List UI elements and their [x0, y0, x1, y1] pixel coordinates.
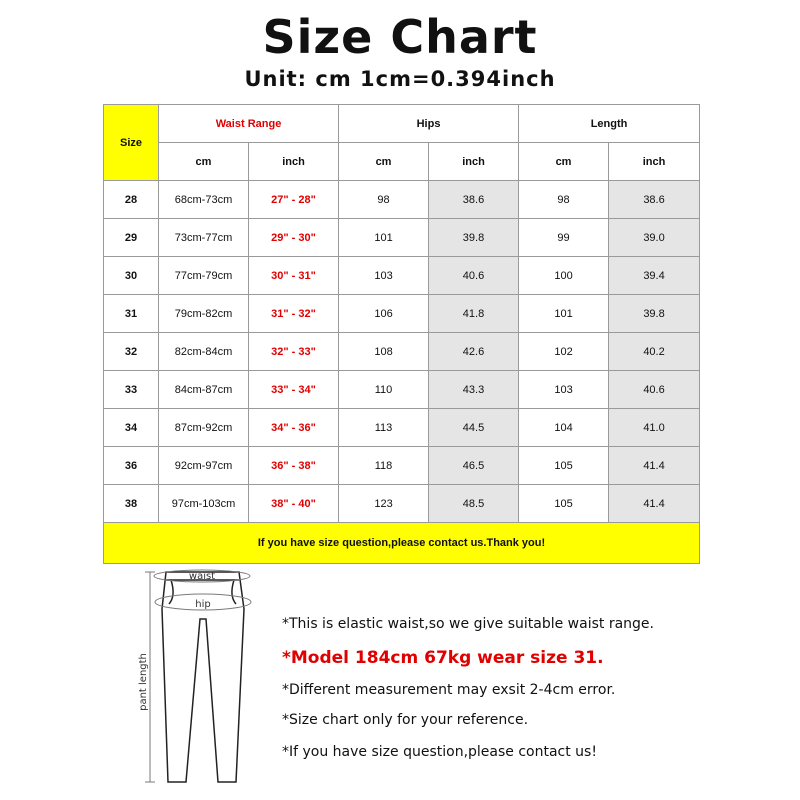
length-cm-cell: 101: [519, 295, 609, 333]
unit-header: inch: [609, 143, 700, 181]
unit-header: inch: [429, 143, 519, 181]
table-row: [104, 295, 700, 333]
hips-inch-cell: 43.3: [429, 371, 519, 409]
size-cell: 30: [104, 257, 159, 295]
hips-cm-cell: 98: [339, 181, 429, 219]
waist-cm-cell: 79cm-82cm: [159, 295, 249, 333]
table-row: [104, 219, 700, 257]
length-inch-cell: 41.4: [609, 447, 700, 485]
hips-cm-cell: 106: [339, 295, 429, 333]
waist-cm-cell: 82cm-84cm: [159, 333, 249, 371]
note-reference: *Size chart only for your reference.: [282, 712, 529, 728]
hips-inch-cell: 38.6: [429, 181, 519, 219]
size-cell: 32: [104, 333, 159, 371]
header-row-groups: [104, 105, 700, 143]
length-inch-cell: 40.2: [609, 333, 700, 371]
length-inch-cell: 39.4: [609, 257, 700, 295]
hips-cm-cell: 113: [339, 409, 429, 447]
size-table: [103, 104, 700, 564]
length-cm-cell: 100: [519, 257, 609, 295]
table-row: [104, 371, 700, 409]
size-cell: 31: [104, 295, 159, 333]
note-model: *Model 184cm 67kg wear size 31.: [282, 648, 604, 668]
hips-cm-cell: 118: [339, 447, 429, 485]
waist-cm-cell: 73cm-77cm: [159, 219, 249, 257]
pocket-left: [169, 580, 173, 604]
unit-header: cm: [159, 143, 249, 181]
length-cm-cell: 98: [519, 181, 609, 219]
waist-cm-cell: 68cm-73cm: [159, 181, 249, 219]
waist-inch-cell: 27" - 28": [249, 181, 339, 219]
hips-inch-cell: 42.6: [429, 333, 519, 371]
hips-inch-cell: 39.8: [429, 219, 519, 257]
waist-inch-cell: 30" - 31": [249, 257, 339, 295]
waist-inch-cell: 32" - 33": [249, 333, 339, 371]
size-cell: 38: [104, 485, 159, 523]
hips-inch-cell: 48.5: [429, 485, 519, 523]
table-row: [104, 485, 700, 523]
size-header: Size: [104, 105, 159, 181]
unit-header: cm: [519, 143, 609, 181]
unit-header: inch: [249, 143, 339, 181]
waist-cm-cell: 97cm-103cm: [159, 485, 249, 523]
size-cell: 29: [104, 219, 159, 257]
waist-inch-cell: 31" - 32": [249, 295, 339, 333]
size-question-note: If you have size question,please contact us.Thank you!: [104, 523, 700, 564]
header-row-units: [104, 143, 700, 181]
table-row: [104, 257, 700, 295]
size-table-body: [104, 105, 700, 564]
waist-inch-cell: 36" - 38": [249, 447, 339, 485]
table-row: [104, 447, 700, 485]
hips-header: Hips: [339, 105, 519, 143]
waist-range-header: Waist Range: [159, 105, 339, 143]
hips-cm-cell: 101: [339, 219, 429, 257]
note-measurement-error: *Different measurement may exsit 2-4cm error.: [282, 682, 616, 698]
note-contact: *If you have size question,please contact us!: [282, 744, 597, 760]
length-cm-cell: 105: [519, 485, 609, 523]
size-cell: 34: [104, 409, 159, 447]
length-cm-cell: 105: [519, 447, 609, 485]
unit-header: cm: [339, 143, 429, 181]
table-row: [104, 181, 700, 219]
waist-inch-cell: 33" - 34": [249, 371, 339, 409]
waist-inch-cell: 29" - 30": [249, 219, 339, 257]
waist-cm-cell: 84cm-87cm: [159, 371, 249, 409]
waist-inch-cell: 38" - 40": [249, 485, 339, 523]
hips-cm-cell: 103: [339, 257, 429, 295]
size-cell: 36: [104, 447, 159, 485]
waist-cm-cell: 77cm-79cm: [159, 257, 249, 295]
page-title: Size Chart: [262, 10, 538, 64]
note-elastic-waist: *This is elastic waist,so we give suitable waist range.: [282, 616, 654, 632]
length-inch-cell: 39.0: [609, 219, 700, 257]
length-inch-cell: 40.6: [609, 371, 700, 409]
table-footer-row: [104, 523, 700, 564]
length-cm-cell: 102: [519, 333, 609, 371]
pant-length-label: pant length: [138, 653, 149, 711]
hips-cm-cell: 108: [339, 333, 429, 371]
hip-label: hip: [195, 599, 211, 610]
size-cell: 33: [104, 371, 159, 409]
length-inch-cell: 41.4: [609, 485, 700, 523]
pocket-right: [232, 580, 236, 604]
length-inch-cell: 38.6: [609, 181, 700, 219]
size-cell: 28: [104, 181, 159, 219]
waist-label: waist: [188, 571, 216, 582]
waist-cm-cell: 92cm-97cm: [159, 447, 249, 485]
unit-subtitle: Unit: cm 1cm=0.394inch: [244, 67, 556, 91]
length-cm-cell: 104: [519, 409, 609, 447]
length-cm-cell: 103: [519, 371, 609, 409]
hips-inch-cell: 44.5: [429, 409, 519, 447]
length-cm-cell: 99: [519, 219, 609, 257]
length-inch-cell: 39.8: [609, 295, 700, 333]
table-row: [104, 409, 700, 447]
hips-inch-cell: 41.8: [429, 295, 519, 333]
hips-cm-cell: 110: [339, 371, 429, 409]
pants-diagram: [136, 564, 266, 796]
length-header: Length: [519, 105, 700, 143]
hips-cm-cell: 123: [339, 485, 429, 523]
table-row: [104, 333, 700, 371]
length-inch-cell: 41.0: [609, 409, 700, 447]
waist-inch-cell: 34" - 36": [249, 409, 339, 447]
hips-inch-cell: 40.6: [429, 257, 519, 295]
hips-inch-cell: 46.5: [429, 447, 519, 485]
waist-cm-cell: 87cm-92cm: [159, 409, 249, 447]
